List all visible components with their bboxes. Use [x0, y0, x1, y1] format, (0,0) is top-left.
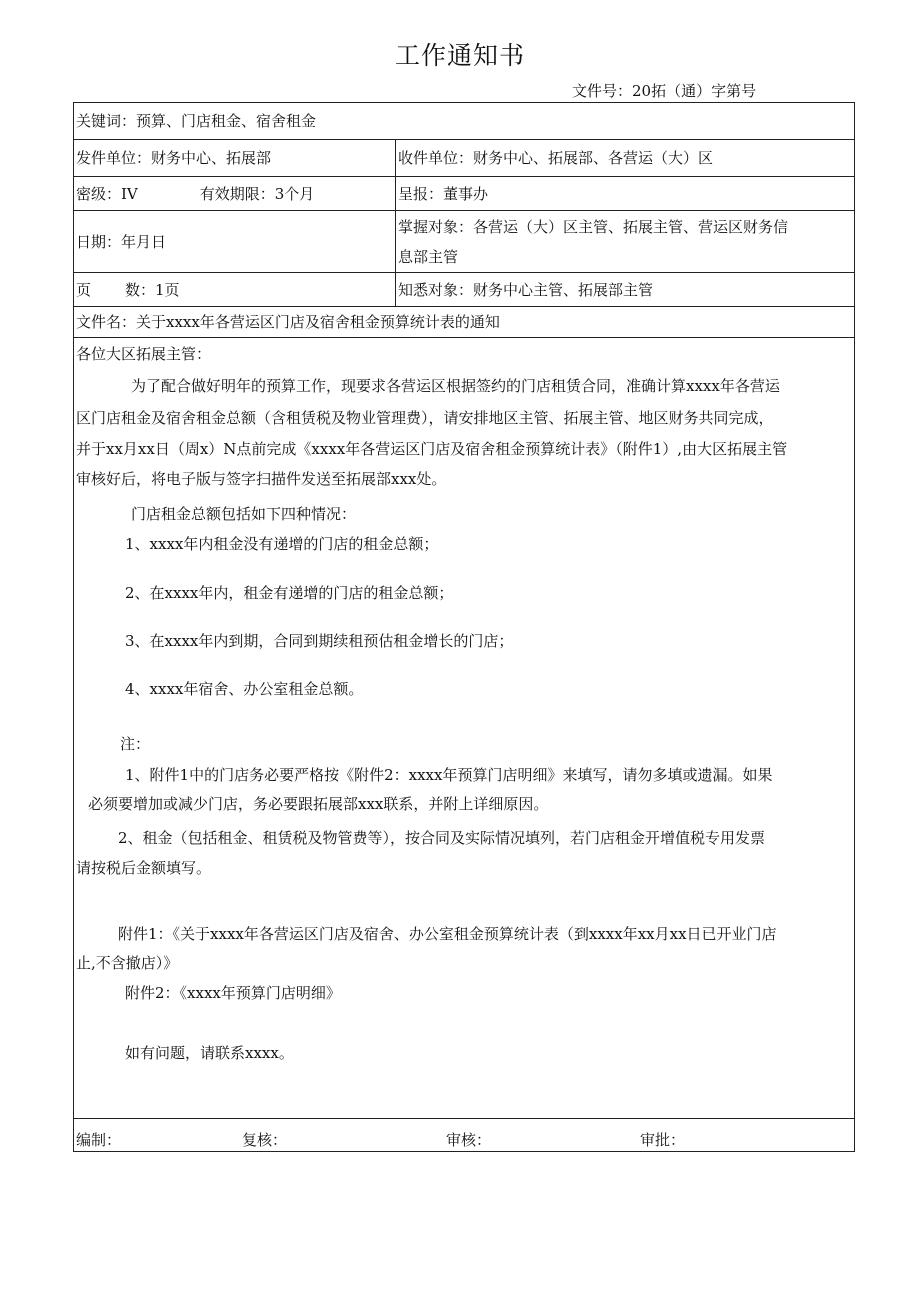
date-cell: 日期：年月日 — [74, 211, 396, 273]
signoff-row — [74, 1119, 855, 1152]
attachment1-line1: 附件1：《关于xxxx年各营运区门店及宿舍、办公室租金预算统计表（到xxxx年xx月xx日已开业门店 — [118, 925, 777, 943]
pages-value: 数：1页 — [125, 280, 180, 299]
notify-target-cell: 知悉对象：财务中心主管、拓展部主管 — [396, 273, 855, 307]
salutation: 各位大区拓展主管： — [76, 345, 212, 363]
document-title: 工作通知书 — [394, 41, 525, 70]
note1-line1: 1、附件1中的门店务必要严格按《附件2：xxxx年预算门店明细》来填写，请勿多填或遗漏。如果 — [125, 766, 773, 784]
pages-label: 页 — [76, 280, 92, 299]
para1-line2: 区门店租金及宿舍租金总额（含租赁税及物业管理费），请安排地区主管、拓展主管、地区财务共同完成， — [76, 409, 774, 427]
note2-line2: 请按税后金额填写。 — [76, 859, 212, 877]
grasp-target-cell — [396, 211, 855, 273]
note-label: 注： — [120, 735, 151, 753]
note1-line2: 必须要增加或减少门店，务必要跟拓展部xxx联系，并附上详细原因。 — [88, 795, 549, 813]
grasp-target-line1: 掌握对象：各营运（大）区主管、拓展主管、营运区财务信 — [398, 217, 789, 236]
filename-cell: 文件名：关于xxxx年各营运区门店及宿舍租金预算统计表的通知 — [74, 307, 855, 338]
document-number: 文件号：20拓（通）字第号 — [572, 82, 757, 100]
notice-form-table — [73, 102, 855, 1152]
validity-period: 有效期限：3个月 — [199, 184, 315, 203]
notice-body-cell — [74, 338, 855, 1119]
sender-cell: 发件单位：财务中心、拓展部 — [74, 140, 396, 177]
para1-line3: 并于xx月xx日（周x）N点前完成《xxxx年各营运区门店及宿舍租金预算统计表》（附件1）,由大区拓展主管 — [76, 440, 788, 458]
attachment2: 附件2：《xxxx年预算门店明细》 — [125, 984, 341, 1002]
case-2: 2、在xxxx年内，租金有递增的门店的租金总额； — [125, 584, 454, 602]
case-3: 3、在xxxx年内到期，合同到期续租预估租金增长的门店； — [125, 632, 514, 650]
security-validity-cell — [74, 177, 396, 211]
para1-line4: 审核好后，将电子版与签字扫描件发送至拓展部xxx处。 — [76, 470, 447, 488]
note2-line1: 2、租金（包括租金、租赁税及物管费等），按合同及实际情况填列，若门店租金开增值税专用发票 — [118, 829, 766, 847]
signoff-review: 复核： — [242, 1131, 288, 1149]
keywords-cell: 关键词：预算、门店租金、宿舍租金 — [74, 103, 855, 140]
signoff-edit: 编制： — [76, 1131, 122, 1149]
case-1: 1、xxxx年内租金没有递增的门店的租金总额； — [125, 535, 439, 553]
signoff-approve: 审批： — [640, 1131, 686, 1149]
receiver-cell: 收件单位：财务中心、拓展部、各营运（大）区 — [396, 140, 855, 177]
contact-line: 如有问题，请联系xxxx。 — [125, 1044, 294, 1062]
security-level: 密级：IV — [76, 184, 138, 203]
report-to-cell: 呈报：董事办 — [396, 177, 855, 211]
signoff-audit: 审核： — [446, 1131, 492, 1149]
case-4: 4、xxxx年宿舍、办公室租金总额。 — [125, 680, 364, 698]
pages-cell — [74, 273, 396, 307]
grasp-target-line2: 息部主管 — [398, 247, 459, 266]
attachment1-line2: 止,不含撤店）》 — [76, 954, 179, 972]
para1-line1: 为了配合做好明年的预算工作，现要求各营运区根据签约的门店租赁合同，准确计算xxxx年各营运 — [131, 377, 780, 395]
cases-intro: 门店租金总额包括如下四种情况： — [131, 505, 357, 523]
